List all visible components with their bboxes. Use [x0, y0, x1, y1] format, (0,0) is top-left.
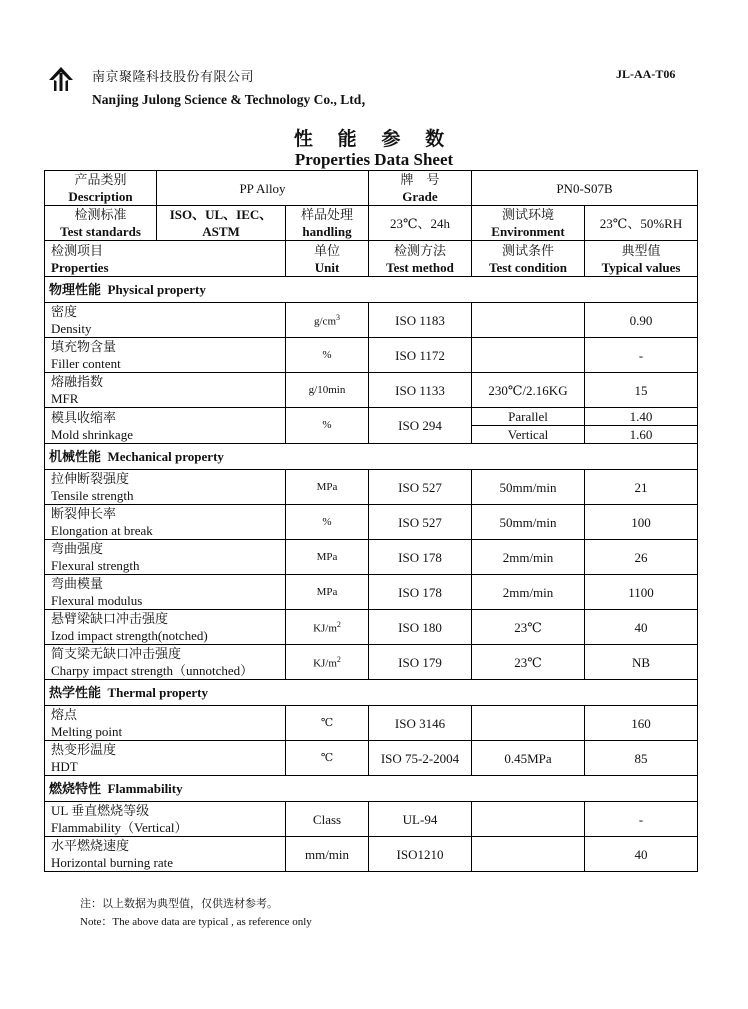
- table-row: 熔融指数 MFR g/10min ISO 1133 230℃/2.16KG 15: [45, 373, 698, 408]
- table-row: 熔点 Melting point ℃ ISO 3146 160: [45, 706, 698, 741]
- company-logo-icon: [48, 66, 74, 92]
- col-header-properties: 检测项目 Properties: [45, 241, 286, 277]
- info-row-description: [45, 171, 698, 206]
- table-row: 弯曲模量 Flexural modulus MPa ISO 178 2mm/min 1100: [45, 575, 698, 610]
- section-mechanical: 机械性能 Mechanical property: [45, 444, 698, 470]
- table-row: 密度 Density $g/cm^3$ ISO 1183 0.90: [45, 303, 698, 338]
- description-label: 产品类别 Description: [45, 171, 157, 206]
- handling-label: 样品处理 handling: [286, 206, 369, 241]
- col-header-condition: 测试条件 Test condition: [472, 241, 585, 277]
- environment-value: 23℃、50%RH: [585, 206, 698, 241]
- section-physical: 物理性能 Physical property: [45, 277, 698, 303]
- note-cn: 注：以上数据为典型值，仅供选材参考。: [80, 898, 278, 910]
- column-header-row: [45, 241, 698, 277]
- handling-value: 23℃、24h: [369, 206, 472, 241]
- description-value: PP Alloy: [157, 171, 369, 206]
- note-en: Note：The above data are typical , as reference only: [80, 916, 312, 928]
- standards-value: ISO、UL、IEC、 ASTM: [157, 206, 286, 241]
- table-row: 填充物含量 Filler content % ISO 1172 -: [45, 338, 698, 373]
- company-name-cn: 南京聚隆科技股份有限公司: [92, 69, 255, 84]
- table-row: UL 垂直燃烧等级 Flammability（Vertical） Class UL-94 -: [45, 802, 698, 837]
- section-flammability: 燃烧特性 Flammability: [45, 776, 698, 802]
- company-name-en: Nanjing Julong Science & Technology Co., Ltd，: [92, 92, 375, 107]
- col-header-method: 检测方法 Test method: [369, 241, 472, 277]
- page-title-cn: 性 能 参 数: [293, 129, 455, 150]
- table-row: 弯曲强度 Flexural strength MPa ISO 178 2mm/min 26: [45, 540, 698, 575]
- col-header-unit: 单位 Unit: [286, 241, 369, 277]
- document-code: JL-AA-T06: [616, 67, 676, 81]
- table-row: 模具收缩率 Mold shrinkage % ISO 294 Parallel 1.40: [45, 408, 698, 426]
- table-row: 水平燃烧速度 Horizontal burning rate mm/min ISO1210 40: [45, 837, 698, 872]
- environment-label: 测试环境 Environment: [472, 206, 585, 241]
- table-row: 断裂伸长率 Elongation at break % ISO 527 50mm/min 100: [45, 505, 698, 540]
- table-row: Vertical 1.60: [45, 426, 698, 444]
- page-title-en: Properties Data Sheet: [294, 150, 454, 169]
- grade-label: 牌 号 Grade: [369, 171, 472, 206]
- table-row: 悬臂梁缺口冲击强度 Izod impact strength(notched) $KJ/m^2$ ISO 180 23℃ 40: [45, 610, 698, 645]
- grade-value: PN0-S07B: [472, 171, 698, 206]
- table-row: 热变形温度 HDT ℃ ISO 75-2-2004 0.45MPa 85: [45, 741, 698, 776]
- info-row-standards: [45, 206, 698, 241]
- standards-label: 检测标准 Test standards: [45, 206, 157, 241]
- table-row: 拉伸断裂强度 Tensile strength MPa ISO 527 50mm/min 21: [45, 470, 698, 505]
- col-header-typical: 典型值 Typical values: [585, 241, 698, 277]
- properties-table: [44, 170, 698, 872]
- table-row: 简支梁无缺口冲击强度 Charpy impact strength（unnotched） $KJ/m^2$ ISO 179 23℃ NB: [45, 645, 698, 680]
- section-thermal: 热学性能 Thermal property: [45, 680, 698, 706]
